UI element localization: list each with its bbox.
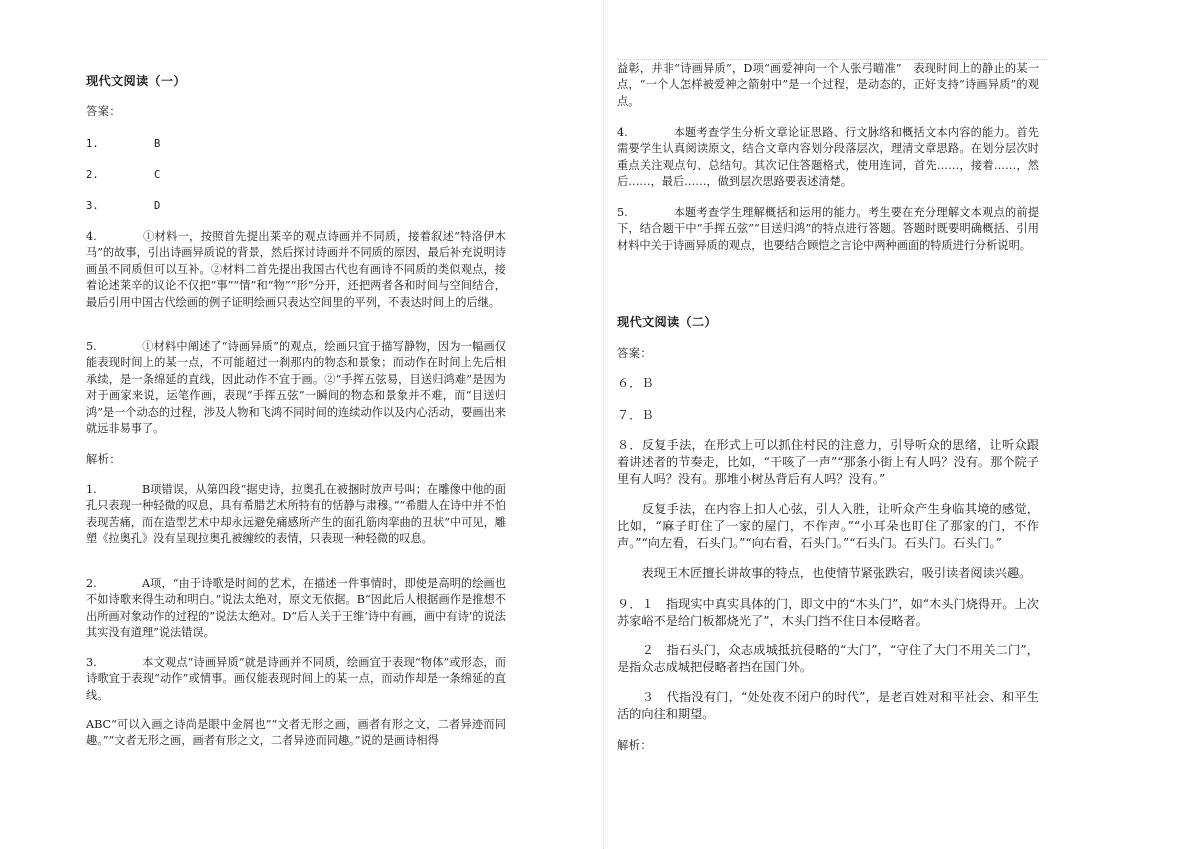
answer-paragraph-9-2: ２ 指石头门，众志成城抵抗侵略的“大门”，“守住了大门不用关二门”，是指众志成城把侵略者挡在国门外。 <box>617 643 1039 674</box>
right-column <box>617 0 1039 849</box>
analysis-paragraph-3-continued: ABC“可以入画之诗尚是眼中金屑也”“文者无形之画，画者有形之文，二者异迹而同趣。”“文者无形之画，画者有形之文，二者异迹而同趣。”说的是画诗相得 <box>86 718 506 748</box>
answer-paragraph-4: 4. ①材料一，按照首先提出莱辛的观点诗画并不同质，接着叙述“特洛伊木马”的故事，引出诗画异质说的背景，然后探讨诗画并不同质的原因，最后补充说明诗画虽不同质但可以互补。②材料二首先提出我国古代也有画诗不同质的类似观点，接着论述莱辛的议论不仅把“事”“情”和“物”“形”分开，还把两者各和时间与空间结合，最后引用中国古代绘画的例子证明绘画只表达空间里的平列，不表达时间上的后继。 <box>86 230 506 309</box>
answer-paragraph-9-1: ９．１ 指现实中真实具体的门，即文中的“木头门”，如“木头门烧得开。上次苏家峪不是给门板都烧光了”，木头门挡不住日本侵略者。 <box>617 597 1039 628</box>
analysis-label-1: 解析： <box>86 453 122 466</box>
answer-paragraph-9-3: ３ 代指没有门，“处处夜不闭户的时代”，是老百姓对和平社会、和平生活的向往和期望。 <box>617 690 1039 721</box>
analysis-paragraph-3: 3. 本文观点“诗画异质”就是诗画并不同质，绘画宜于表现“物体”或形态，而诗歌宜于表现“动作”或情事。画仅能表现时间上的某一点，而动作却是一条绵延的直线。 <box>86 656 506 702</box>
section-title-2: 现代文阅读（二） <box>617 315 717 329</box>
answer-item-1 <box>86 136 506 152</box>
answer-item-2 <box>86 167 506 183</box>
analysis-paragraph-4: 4. 本题考查学生分析文章论证思路、行文脉络和概括文本内容的能力。首先需要学生认真阅读原文，结合文章内容划分段落层次，理清文章思路。在划分层次时重点关注观点句、总结句。其次记住答题格式，使用连词，首先……，接着……，然后……，最后……，做到层次思路要表述清楚。 <box>617 126 1039 189</box>
analysis-label-2: 解析： <box>617 739 653 752</box>
answer-label-1: 答案： <box>86 105 122 118</box>
analysis-paragraph-5: 5. 本题考查学生理解概括和运用的能力。考生要在充分理解文本观点的前提下，结合题干中“手挥五弦”“目送归鸿”的特点进行答题。答题时既要明确概括、引用材料中关于诗画异质的观点，也要结合顾恺之言论中两种画面的特质进行分析说明。 <box>617 206 1039 252</box>
answer-paragraph-8b: 反复手法，在内容上扣人心弦，引人入胜，让听众产生身临其境的感觉，比如，“麻子盯住了一家的屋门，不作声。”“小耳朵也盯住了那家的门，不作声。”“向左看，石头门。”“向右看，石头门。”“石头门。石头门。石头门。” <box>617 502 1039 550</box>
analysis-paragraph-2: 2. A项，“由于诗歌是时间的艺术，在描述一件事情时，即使是高明的绘画也不如诗歌来得生动和明白。”说法太绝对，原文无依据。B“因此后人根据画作是推想不出所画对象动作的过程的”说法太绝对。D“后人关于王维‘诗中有画，画中有诗’的说法其实没有道理”说法错误。 <box>86 577 506 640</box>
left-column <box>86 0 506 849</box>
answer-paragraph-8c: 表现王木匠擅长讲故事的特点，也使情节紧张跌宕，吸引读者阅读兴趣。 <box>617 566 1032 580</box>
analysis-continuation: 益彰，并非“诗画异质”，D项“画爱神向一个人张弓瞄准” 表现时间上的静止的某一点，“一个人怎样被爱神之箭射中”是一个过程，是动态的，正好支持“诗画异质”的观点。 <box>617 62 1039 108</box>
answer-label-2: 答案： <box>617 347 653 360</box>
answer-item-3 <box>86 198 506 214</box>
analysis-paragraph-1: 1. B项错误，从第四段“据史诗，拉奥孔在被捆时放声号叫；在雕像中他的面孔只表现一种轻微的叹息，具有希腊艺术所特有的恬静与肃穆。”“希腊人在诗中并不怕表现苦痛，而在造型艺术中却永远避免痛感所产生的面孔筋肉挛曲的丑状”中可见，雕塑《拉奥孔》没有呈现拉奥孔被缠绞的表情，只表现一种轻微的叹息。 <box>86 483 506 546</box>
answer-choice: C <box>154 169 161 181</box>
answer-paragraph-5: 5. ①材料中阐述了“诗画异质”的观点，绘画只宜于描写静物，因为一幅画仅能表现时间上的某一点，不可能超过一刹那内的物态和景象；而动作在时间上先后相承续，是一条绵延的直线，因此动作不宜于画。②“手挥五弦易，目送归鸿难”是因为对于画家来说，运笔作画，表现“手挥五弦”一瞬间的物态和景象并不难，而“目送归鸿”是一个动态的过程，涉及人物和飞鸿不同时间的连续动作以及内心活动，要画出来就远非易事了。 <box>86 340 506 436</box>
answer-number: 1. <box>86 138 99 150</box>
answer-number: 2. <box>86 169 99 181</box>
answer-choice: B <box>154 138 161 150</box>
section-title-1: 现代文阅读（一） <box>86 74 186 88</box>
answer-paragraph-8a: ８．反复手法，在形式上可以抓住村民的注意力，引导听众的思绪，让听众跟着讲述者的节奏走，比如，“干咳了一声”“那条小街上有人吗？没有。那个院子里有人吗？没有。那堆小树丛背后有人吗？没有。” <box>617 438 1039 486</box>
answer-item-7: ７．Ｂ <box>617 408 654 422</box>
answer-choice: D <box>154 200 161 212</box>
answer-number: 3. <box>86 200 99 212</box>
answer-item-6: ６．Ｂ <box>617 376 654 390</box>
page-divider <box>603 0 604 849</box>
